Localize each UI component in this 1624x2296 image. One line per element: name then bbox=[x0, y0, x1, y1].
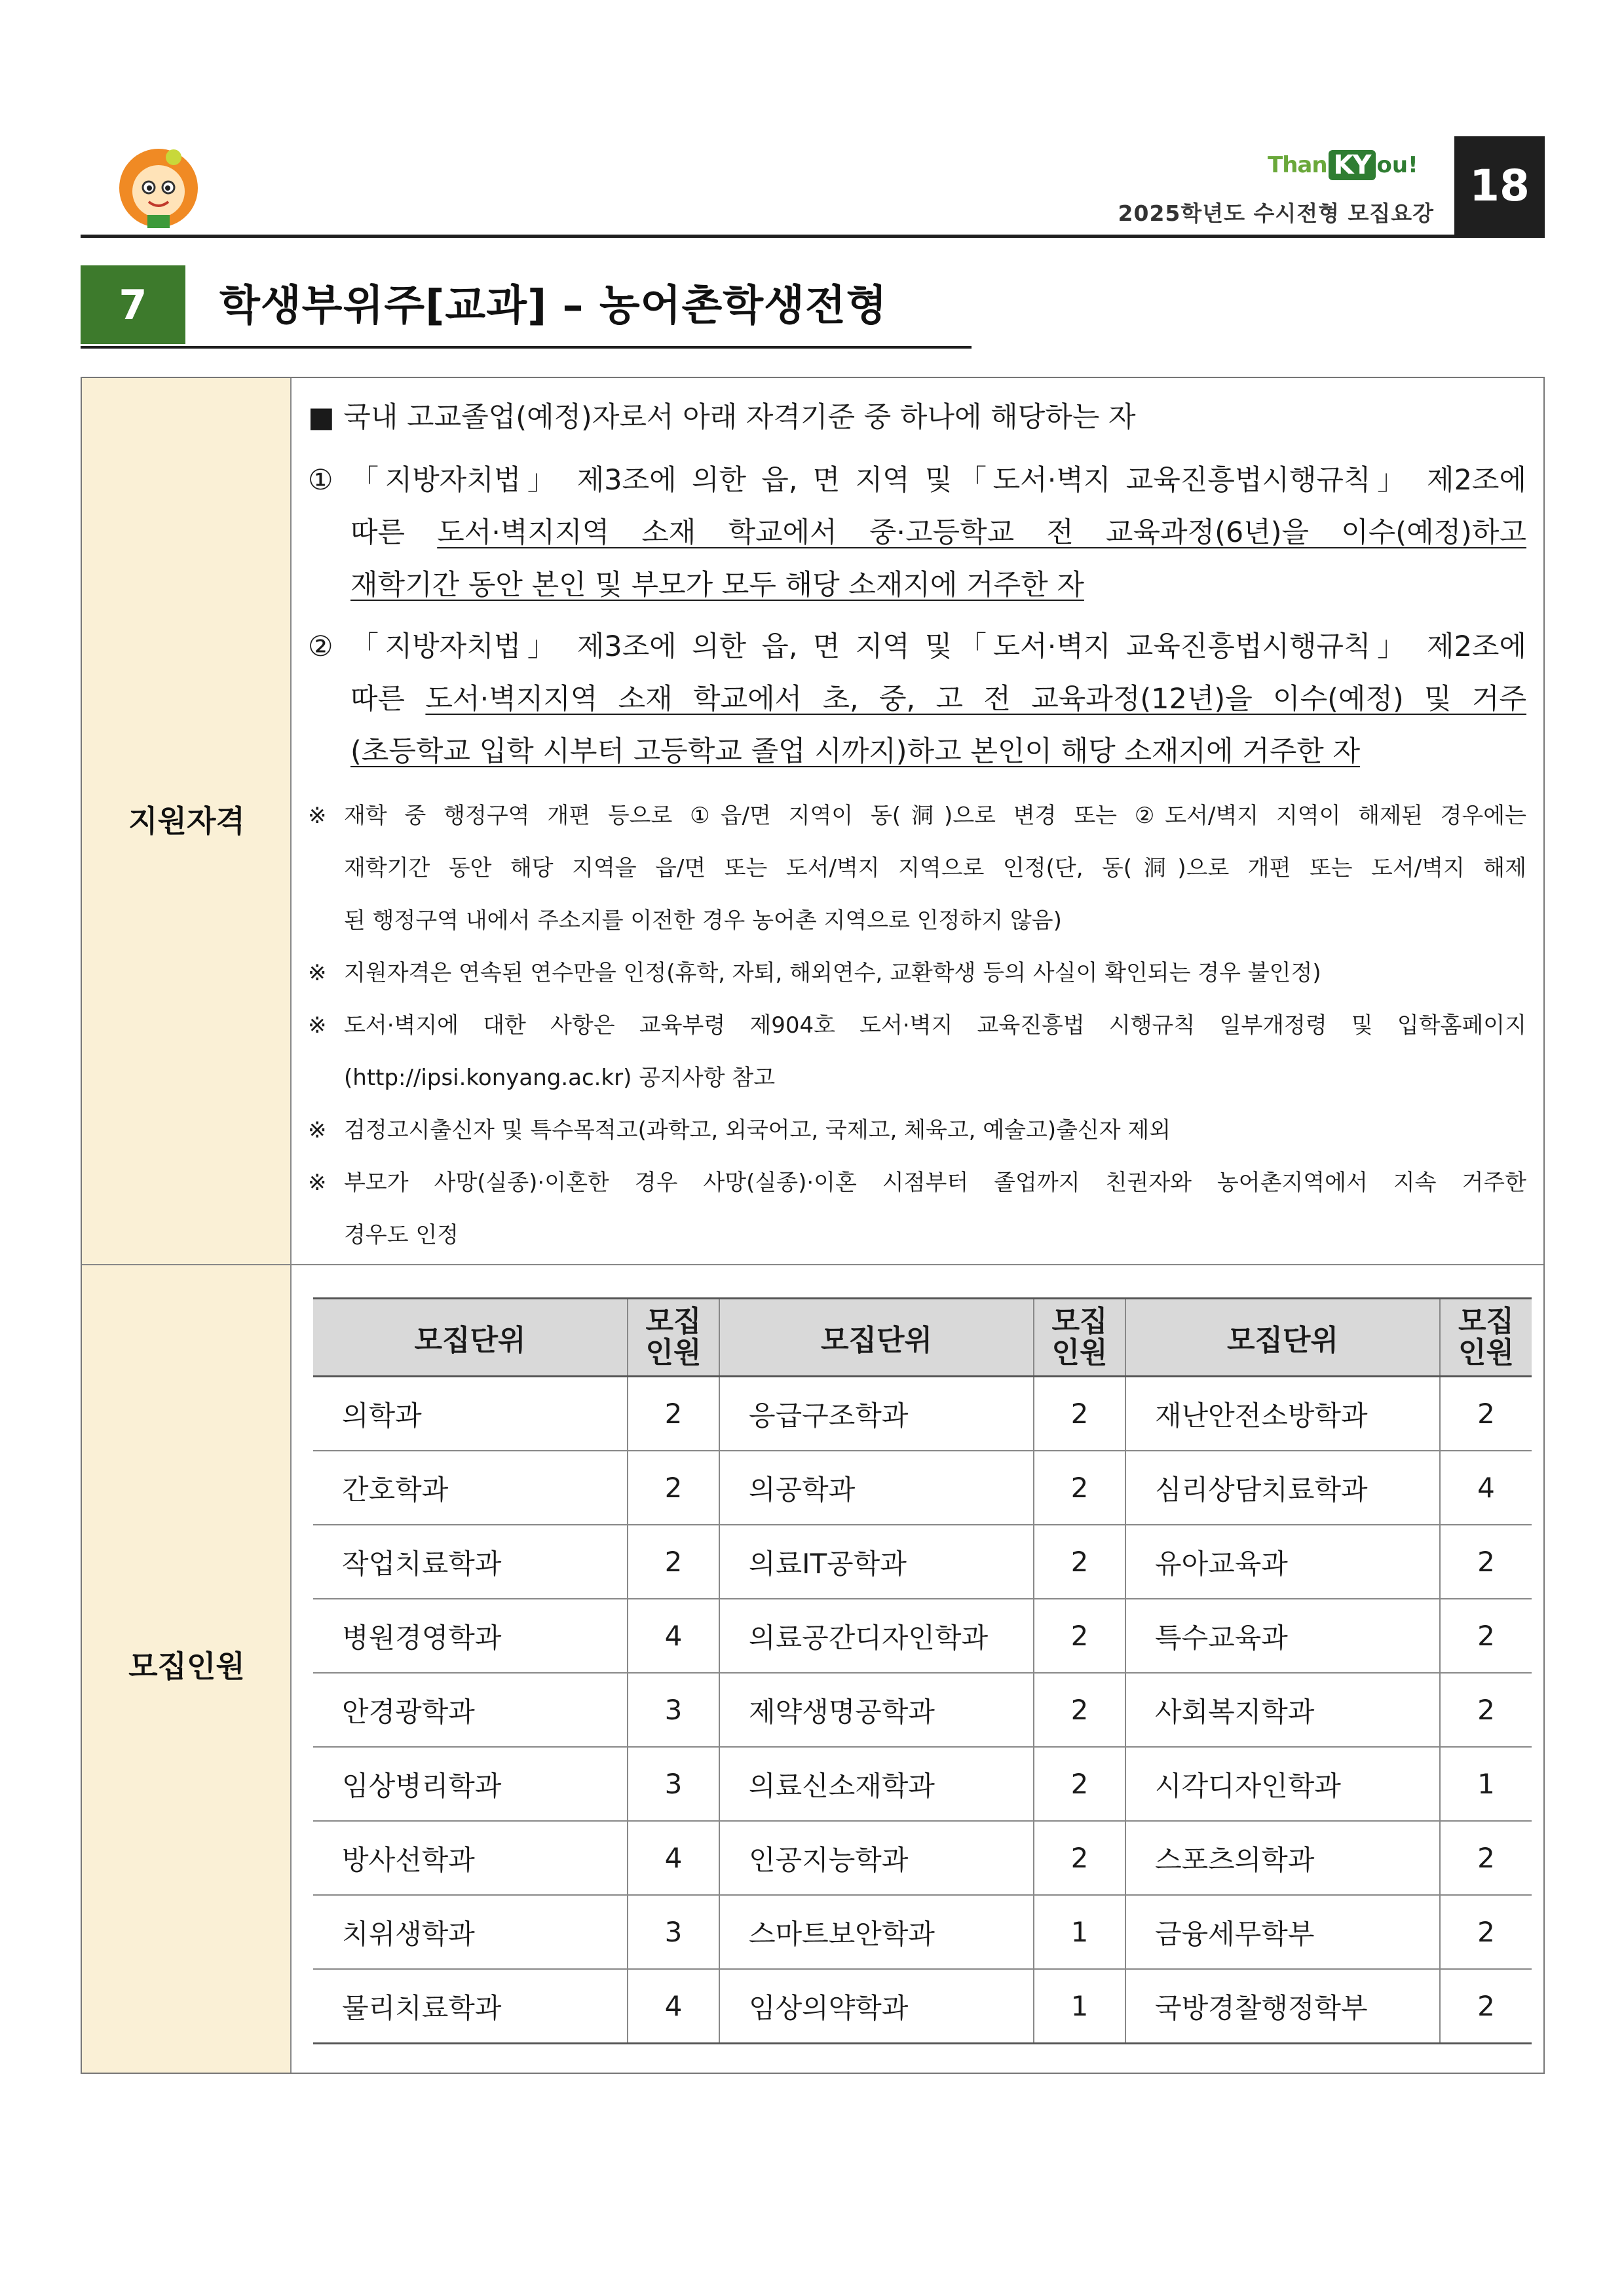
page-number: 18 bbox=[1454, 136, 1545, 235]
note-mark: ※ bbox=[308, 1117, 327, 1143]
note-line: 도서·벽지에 대한 사항은 교육부령 제904호 도서·벽지 교육진흥법 시행규칙 일부개정령 및 입학홈페이지 bbox=[344, 1012, 1526, 1039]
logo-ou-text: ou! bbox=[1376, 152, 1418, 178]
quota-count: 2 bbox=[1034, 1673, 1125, 1747]
logo-than-text: Than bbox=[1268, 152, 1327, 178]
quota-count: 2 bbox=[628, 1377, 719, 1451]
document-subtitle: 2025학년도 수시전형 모집요강 bbox=[1118, 201, 1434, 226]
quota-count: 4 bbox=[628, 1821, 719, 1895]
note-item bbox=[308, 1157, 1526, 1261]
note-item bbox=[308, 947, 1526, 999]
department-name: 임상의약학과 bbox=[719, 1969, 1034, 2044]
quota-label: 모집인원 bbox=[128, 1649, 245, 1684]
note-mark: ※ bbox=[308, 802, 327, 829]
quota-count: 1 bbox=[1034, 1895, 1125, 1969]
quota-count: 2 bbox=[1440, 1895, 1532, 1969]
count-header-line: 인원 bbox=[1051, 1336, 1108, 1369]
department-name: 특수교육과 bbox=[1125, 1599, 1440, 1673]
quota-count: 4 bbox=[628, 1969, 719, 2044]
qualification-notes bbox=[308, 790, 1526, 1261]
department-name: 스마트보안학과 bbox=[719, 1895, 1034, 1969]
quota-count: 1 bbox=[1440, 1747, 1532, 1821]
department-name: 재난안전소방학과 bbox=[1125, 1377, 1440, 1451]
section-title: 학생부위주[교과] – 농어촌학생전형 bbox=[219, 282, 888, 330]
department-name: 치위생학과 bbox=[313, 1895, 628, 1969]
unit-header: 모집단위 bbox=[313, 1299, 628, 1377]
unit-header: 모집단위 bbox=[1125, 1299, 1440, 1377]
department-name: 병원경영학과 bbox=[313, 1599, 628, 1673]
quota-count: 3 bbox=[628, 1747, 719, 1821]
department-name: 의학과 bbox=[313, 1377, 628, 1451]
department-name: 의료IT공학과 bbox=[719, 1525, 1034, 1599]
qualification-content bbox=[308, 391, 1526, 1261]
note-item bbox=[308, 790, 1526, 947]
quota-count: 1 bbox=[1034, 1969, 1125, 2044]
item-underlined-text: (초등학교 입학 시부터 고등학교 졸업 시까지)하고 본인이 해당 소재지에 거주한 자 bbox=[350, 735, 1360, 768]
department-name: 물리치료학과 bbox=[313, 1969, 628, 2044]
department-name: 인공지능학과 bbox=[719, 1821, 1034, 1895]
item-line bbox=[350, 507, 1526, 559]
table-row bbox=[313, 1599, 1532, 1673]
unit-header: 모집단위 bbox=[719, 1299, 1034, 1377]
department-name: 의료신소재학과 bbox=[719, 1747, 1034, 1821]
item-underlined-text: 도서·벽지지역 소재 학교에서 중·고등학교 전 교육과정(6년)을 이수(예정)하고 bbox=[437, 516, 1526, 549]
note-line: 부모가 사망(실종)·이혼한 경우 사망(실종)·이혼 시점부터 졸업까지 친권자와 농어촌지역에서 지속 거주한 bbox=[344, 1169, 1526, 1196]
note-mark: ※ bbox=[308, 959, 327, 986]
logo-ky-mark: KY bbox=[1329, 150, 1376, 180]
note-line: (http://ipsi.konyang.ac.kr) 공지사항 참고 bbox=[344, 1064, 776, 1091]
quota-count: 2 bbox=[1440, 1599, 1532, 1673]
item-line bbox=[350, 725, 1526, 778]
table-row bbox=[313, 1969, 1532, 2044]
quota-count: 2 bbox=[1034, 1599, 1125, 1673]
table-row bbox=[313, 1673, 1532, 1747]
item-underlined-text: 도서·벽지지역 소재 학교에서 초, 중, 고 전 교육과정(12년)을 이수(예정) 및 거주 bbox=[425, 682, 1526, 716]
qualification-intro: ■ 국내 고교졸업(예정)자로서 아래 자격기준 중 하나에 해당하는 자 bbox=[308, 401, 1136, 434]
quota-count: 2 bbox=[628, 1451, 719, 1525]
item-line: 「지방자치법」 제3조에 의한 읍, 면 지역 및「도서·벽지 교육진흥법시행규칙」 제2조에 bbox=[350, 630, 1526, 663]
note-line: 검정고시출신자 및 특수목적고(과학고, 외국어고, 국제고, 체육고, 예술고)출신자 제외 bbox=[344, 1117, 1171, 1143]
quota-count: 2 bbox=[1440, 1525, 1532, 1599]
count-header-line: 인원 bbox=[645, 1336, 702, 1369]
note-item bbox=[308, 1104, 1526, 1157]
note-line: 지원자격은 연속된 연수만을 인정(휴학, 자퇴, 해외연수, 교환학생 등의 사실이 확인되는 경우 불인정) bbox=[344, 959, 1321, 986]
quota-count: 2 bbox=[1034, 1377, 1125, 1451]
table-row bbox=[313, 1821, 1532, 1895]
count-header-line: 인원 bbox=[1458, 1336, 1514, 1369]
mascot-logo bbox=[115, 144, 203, 233]
count-header-line: 모집 bbox=[1051, 1305, 1108, 1338]
table-row bbox=[313, 1895, 1532, 1969]
department-name: 작업치료학과 bbox=[313, 1525, 628, 1599]
department-name: 간호학과 bbox=[313, 1451, 628, 1525]
item-marker: ① bbox=[308, 463, 333, 497]
qualification-label: 지원자격 bbox=[128, 803, 245, 839]
item-marker: ② bbox=[308, 630, 333, 663]
note-item bbox=[308, 999, 1526, 1104]
thanky-logo bbox=[1268, 145, 1418, 185]
table-row bbox=[313, 1525, 1532, 1599]
department-name: 심리상담치료학과 bbox=[1125, 1451, 1440, 1525]
department-name: 임상병리학과 bbox=[313, 1747, 628, 1821]
department-name: 제약생명공학과 bbox=[719, 1673, 1034, 1747]
count-header-line: 모집 bbox=[1458, 1305, 1514, 1338]
item-line bbox=[350, 559, 1526, 611]
label-column bbox=[82, 378, 292, 2073]
table-row bbox=[313, 1747, 1532, 1821]
item-text: 따른 bbox=[350, 516, 438, 549]
department-name: 유아교육과 bbox=[1125, 1525, 1440, 1599]
quota-count: 2 bbox=[1440, 1377, 1532, 1451]
note-line: 된 행정구역 내에서 주소지를 이전한 경우 농어촌 지역으로 인정하지 않음) bbox=[344, 907, 1062, 934]
section-number-badge: 7 bbox=[81, 265, 185, 344]
item-text: 따른 bbox=[350, 682, 426, 716]
section-title-underline bbox=[81, 346, 972, 349]
item-line: 「지방자치법」 제3조에 의한 읍, 면 지역 및「도서·벽지 교육진흥법시행규칙」 제2조에 bbox=[350, 463, 1526, 497]
count-header bbox=[628, 1299, 719, 1377]
quota-count: 2 bbox=[628, 1525, 719, 1599]
count-header bbox=[1034, 1299, 1125, 1377]
quota-count: 2 bbox=[1034, 1525, 1125, 1599]
quota-count: 2 bbox=[1440, 1673, 1532, 1747]
department-name: 안경광학과 bbox=[313, 1673, 628, 1747]
count-header-line: 모집 bbox=[645, 1305, 702, 1338]
department-name: 응급구조학과 bbox=[719, 1377, 1034, 1451]
department-name: 방사선학과 bbox=[313, 1821, 628, 1895]
department-name: 사회복지학과 bbox=[1125, 1673, 1440, 1747]
quota-count: 2 bbox=[1440, 1969, 1532, 2044]
row-divider bbox=[82, 1264, 1543, 1265]
header-divider bbox=[81, 235, 1545, 238]
department-name: 금융세무학부 bbox=[1125, 1895, 1440, 1969]
note-mark: ※ bbox=[308, 1012, 327, 1039]
note-mark: ※ bbox=[308, 1169, 327, 1196]
quota-count: 4 bbox=[1440, 1451, 1532, 1525]
quota-count: 3 bbox=[628, 1895, 719, 1969]
item-line bbox=[350, 673, 1526, 725]
note-line: 재학 중 행정구역 개편 등으로 ①읍/면 지역이 동(洞)으로 변경 또는 ②도서/벽지 지역이 해제된 경우에는 bbox=[344, 802, 1526, 829]
note-line: 재학기간 동안 해당 지역을 읍/면 또는 도서/벽지 지역으로 인정(단, 동(洞)으로 개편 또는 도서/벽지 해제 bbox=[344, 854, 1526, 881]
quota-count: 2 bbox=[1034, 1821, 1125, 1895]
department-name: 국방경찰행정학부 bbox=[1125, 1969, 1440, 2044]
table-row bbox=[313, 1451, 1532, 1525]
department-name: 의공학과 bbox=[719, 1451, 1034, 1525]
table-row bbox=[313, 1377, 1532, 1451]
quota-count: 3 bbox=[628, 1673, 719, 1747]
department-name: 시각디자인학과 bbox=[1125, 1747, 1440, 1821]
note-line: 경우도 인정 bbox=[344, 1221, 459, 1248]
quota-count: 4 bbox=[628, 1599, 719, 1673]
admission-info-box bbox=[81, 377, 1545, 2074]
quota-count: 2 bbox=[1440, 1821, 1532, 1895]
quota-count: 2 bbox=[1034, 1747, 1125, 1821]
department-name: 스포츠의학과 bbox=[1125, 1821, 1440, 1895]
item-underlined-text: 재학기간 동안 본인 및 부모가 모두 해당 소재지에 거주한 자 bbox=[350, 568, 1084, 602]
quota-table bbox=[313, 1297, 1532, 2044]
qualification-item-2 bbox=[308, 621, 1526, 778]
count-header bbox=[1440, 1299, 1532, 1377]
quota-count: 2 bbox=[1034, 1451, 1125, 1525]
table-header-row bbox=[313, 1299, 1532, 1377]
qualification-item-1 bbox=[308, 454, 1526, 611]
department-name: 의료공간디자인학과 bbox=[719, 1599, 1034, 1673]
